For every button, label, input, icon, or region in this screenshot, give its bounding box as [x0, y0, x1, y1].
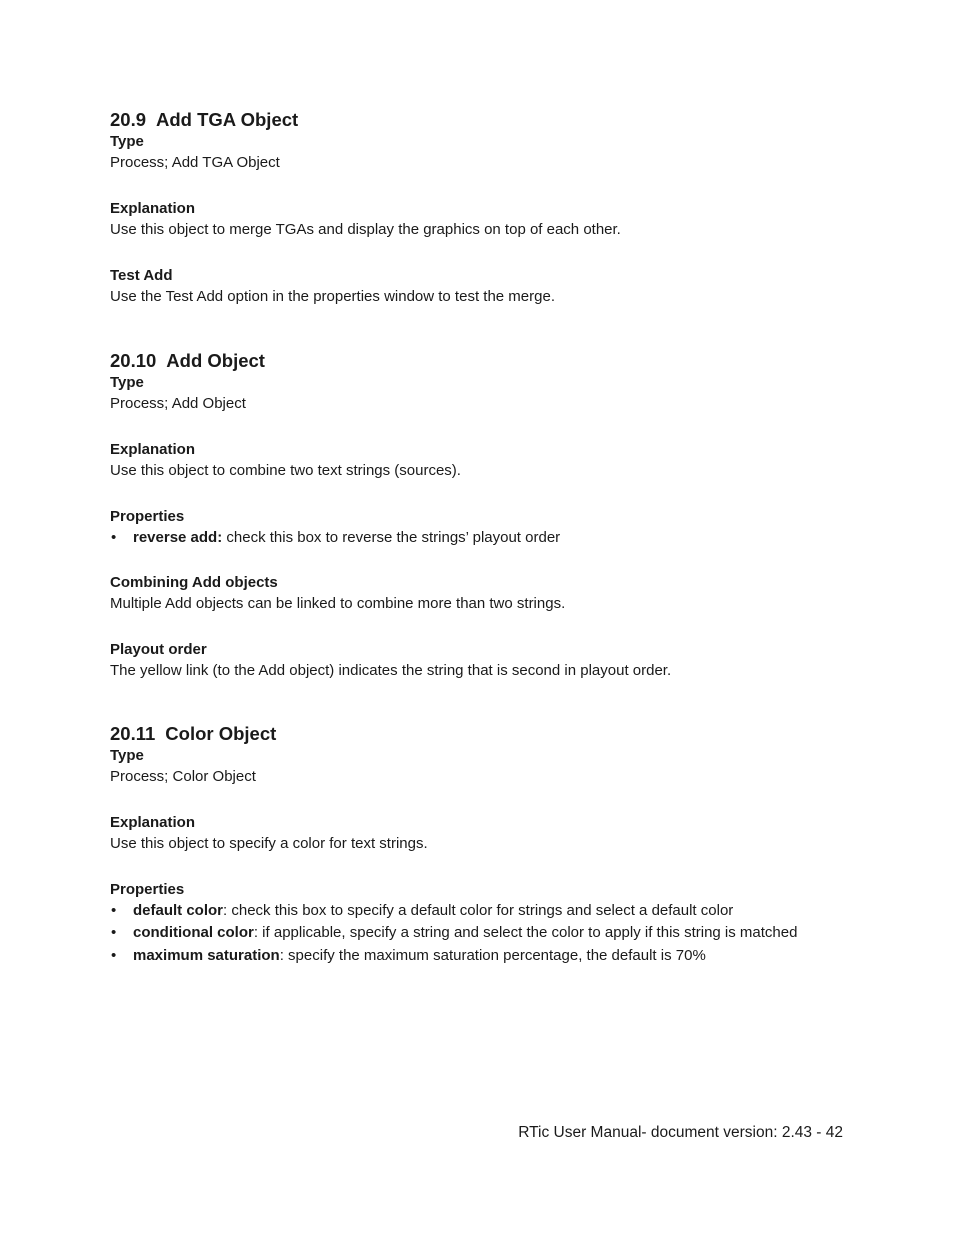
explanation-text: Use this object to combine two text strings (sources). [110, 462, 461, 479]
property-desc: : if applicable, specify a string and select the color to apply if this string is matched [253, 924, 798, 941]
combining-label: Combining Add objects [110, 573, 278, 591]
property-desc: : specify the maximum saturation percentage, the default is 70% [279, 946, 706, 964]
bullet-icon: • [111, 901, 117, 919]
document-page [110, 108, 850, 967]
type-value: Process; Add Object [110, 395, 246, 412]
list-item [110, 527, 850, 550]
explanation-label: Explanation [110, 813, 196, 831]
playout-order-text: The yellow link (to the Add object) indicates the string that is second in playout order. [110, 661, 672, 679]
section-heading: Add Object [166, 350, 265, 371]
properties-label: Properties [110, 508, 185, 525]
test-add-label: Test Add [110, 267, 173, 284]
properties-list [110, 527, 850, 550]
section-heading: Add TGA Object [156, 109, 299, 130]
property-term: reverse add: [133, 529, 223, 546]
explanation-text: Use this object to specify a color for text strings. [110, 834, 428, 852]
list-item [110, 900, 850, 923]
section-number: 20.10 [110, 350, 157, 371]
playout-order-label: Playout order [110, 640, 207, 658]
properties-list [110, 900, 850, 968]
section-title-add-object [110, 349, 850, 373]
explanation-label: Explanation [110, 441, 196, 458]
list-item [110, 945, 850, 968]
property-desc: : check this box to specify a default color for strings and select a default color [223, 901, 734, 919]
section-title-add-tga [110, 108, 850, 132]
type-value: Process; Add TGA Object [110, 154, 280, 171]
type-label: Type [110, 374, 144, 391]
section-number: 20.11 [110, 722, 156, 744]
explanation-text: Use this object to merge TGAs and display the graphics on top of each other. [110, 221, 621, 238]
test-add-text: Use the Test Add option in the properties window to test the merge. [110, 288, 555, 305]
type-label: Type [110, 133, 144, 150]
type-label: Type [110, 746, 144, 764]
explanation-label: Explanation [110, 200, 196, 217]
section-number: 20.9 [110, 109, 147, 130]
page-footer: RTic User Manual- document version: 2.43 - 42 [518, 1124, 843, 1141]
bullet-icon: • [111, 529, 117, 546]
property-term: maximum saturation [133, 946, 280, 964]
type-value: Process; Color Object [110, 767, 256, 785]
combining-text: Multiple Add objects can be linked to combine more than two strings. [110, 594, 566, 612]
property-term: conditional color [133, 924, 254, 941]
bullet-icon: • [111, 946, 117, 964]
property-term: default color [133, 901, 224, 919]
section-heading: Color Object [165, 722, 277, 744]
list-item [110, 922, 850, 945]
section-title-color-object [110, 722, 850, 746]
bullet-icon: • [111, 924, 117, 941]
properties-label: Properties [110, 880, 185, 898]
property-desc: check this box to reverse the strings’ playout order [222, 529, 561, 546]
